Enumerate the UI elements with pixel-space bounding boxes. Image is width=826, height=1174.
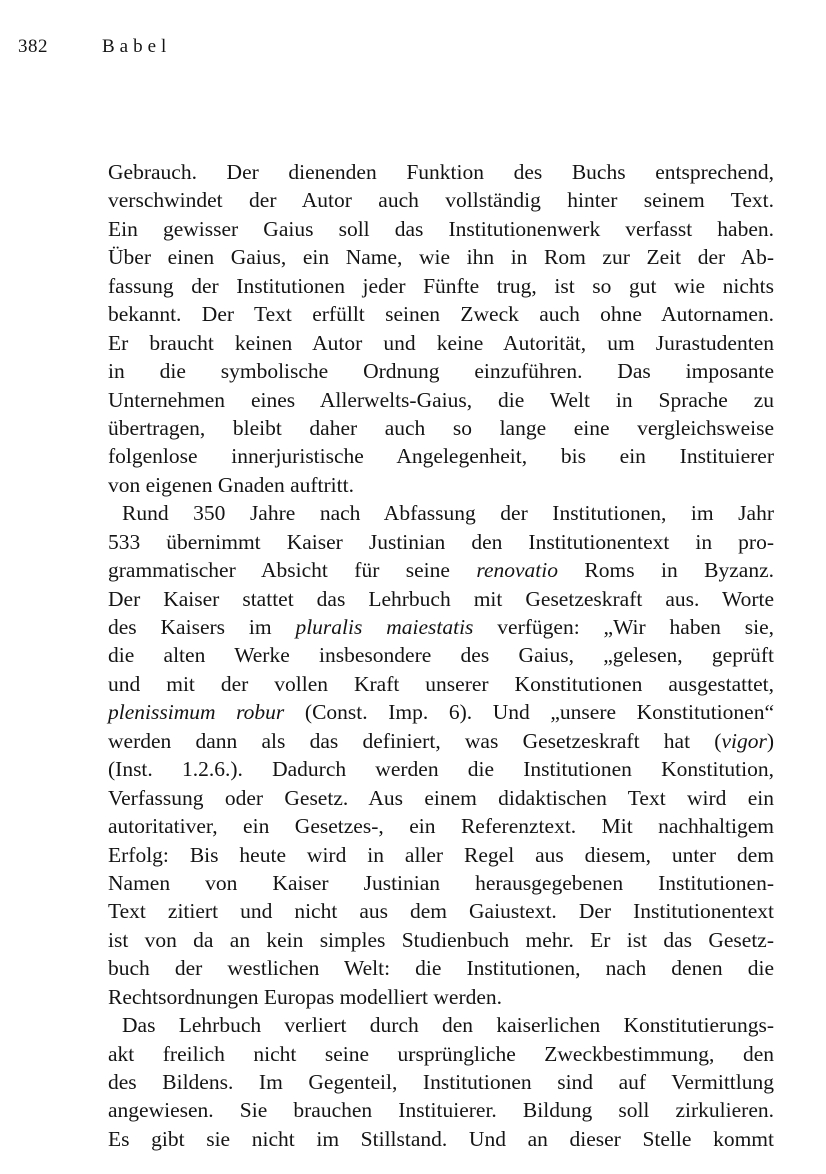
text-segment: akt freilich nicht seine ursprüngliche Zweckbestimmung, den — [108, 1041, 774, 1066]
text-segment: 533 übernimmt Kaiser Justinian den Institutionentext in pro- — [108, 529, 774, 554]
text-line — [108, 926, 774, 954]
text-line — [108, 1040, 774, 1068]
paragraph — [108, 1011, 774, 1153]
text-line — [108, 869, 774, 897]
text-line — [108, 272, 774, 300]
text-line — [108, 556, 774, 584]
text-segment: Es gibt sie nicht im Stillstand. Und an dieser Stelle kommt — [108, 1126, 774, 1151]
text-segment: angewiesen. Sie brauchen Instituierer. Bildung soll zirkulieren. — [108, 1098, 774, 1123]
text-segment: folgenlose innerjuristische Angelegenheit, bis ein Instituierer — [108, 444, 774, 469]
text-line — [108, 243, 774, 271]
page-number: 382 — [18, 36, 48, 57]
text-segment: Rechtsordnungen Europas modelliert werden. — [108, 984, 503, 1009]
text-segment: Namen von Kaiser Justinian herausgegebenen Institutionen- — [108, 870, 774, 895]
text-segment: Gebrauch. Der dienenden Funktion des Buchs entsprechend, — [108, 160, 774, 184]
text-line — [108, 442, 774, 470]
text-line — [108, 386, 774, 414]
text-line — [108, 300, 774, 328]
text-line — [108, 755, 774, 783]
text-segment: (Inst. 1.2.6.). Dadurch werden die Institutionen Konstitution, — [108, 757, 774, 782]
text-segment: Über einen Gaius, ein Name, wie ihn in Rom zur Zeit der Ab- — [108, 245, 774, 270]
paragraph — [108, 499, 774, 1011]
text-line — [108, 357, 774, 385]
text-segment: werden dann als das definiert, was Gesetzeskraft hat ( — [108, 728, 722, 753]
text-segment: Das Lehrbuch verliert durch den kaiserlichen Konstitutierungs- — [122, 1013, 774, 1038]
running-title: Babel — [102, 36, 172, 57]
text-segment: Verfassung oder Gesetz. Aus einem didaktischen Text wird ein — [108, 785, 774, 810]
text-segment: übertragen, bleibt daher auch so lange eine vergleichsweise — [108, 415, 774, 440]
text-segment: und mit der vollen Kraft unserer Konstitutionen ausgestattet, — [108, 671, 774, 696]
text-line — [108, 727, 774, 755]
text-line — [108, 983, 774, 1011]
text-line — [108, 329, 774, 357]
text-segment: Erfolg: Bis heute wird in aller Regel aus diesem, unter dem — [108, 842, 774, 867]
text-segment: Der Kaiser stattet das Lehrbuch mit Gesetzeskraft aus. Worte — [108, 586, 774, 611]
text-segment: die alten Werke insbesondere des Gaius, „gelesen, geprüft — [108, 643, 774, 668]
text-line — [108, 186, 774, 214]
text-line — [108, 1125, 774, 1153]
text-segment: bekannt. Der Text erfüllt seinen Zweck auch ohne Autornamen. — [108, 302, 774, 327]
text-line — [108, 698, 774, 726]
text-line — [108, 812, 774, 840]
text-line — [108, 499, 774, 527]
text-line — [108, 784, 774, 812]
text-segment: (Const. Imp. 6). Und „unsere Konstitutionen“ — [284, 700, 774, 725]
text-segment: verschwindet der Autor auch vollständig hinter seinem Text. — [108, 188, 774, 213]
text-segment: in die symbolische Ordnung einzuführen. Das imposante — [108, 359, 774, 384]
italic-term: vigor — [721, 728, 767, 753]
text-segment: autoritativer, ein Gesetzes-, ein Referenztext. Mit nachhaltigem — [108, 814, 774, 839]
text-line — [108, 1068, 774, 1096]
page-header — [18, 36, 171, 58]
text-line — [108, 954, 774, 982]
text-line — [108, 670, 774, 698]
text-segment: Ein gewisser Gaius soll das Institutionenwerk verfasst haben. — [108, 216, 774, 241]
text-line — [108, 471, 774, 499]
italic-term: pluralis maiestatis — [295, 615, 474, 639]
text-segment: Text zitiert und nicht aus dem Gaiustext. Der Institutionentext — [108, 899, 774, 924]
text-segment: Unternehmen eines Allerwelts-Gaius, die Welt in Sprache zu — [108, 387, 774, 412]
text-segment: des Kaisers im — [108, 615, 296, 639]
text-segment: verfügen: „Wir haben sie, — [473, 615, 774, 639]
text-line — [108, 414, 774, 442]
text-segment: Roms in Byzanz. — [557, 558, 774, 583]
text-segment: des Bildens. Im Gegenteil, Institutionen sind auf Vermittlung — [108, 1070, 774, 1094]
paragraph — [108, 158, 774, 499]
body-text — [108, 158, 774, 1153]
text-segment: ) — [766, 728, 774, 753]
text-line — [108, 585, 774, 613]
text-segment: Er braucht keinen Autor und keine Autorität, um Jurastudenten — [108, 330, 774, 355]
text-segment: ist von da an kein simples Studienbuch mehr. Er ist das Gesetz- — [108, 927, 774, 952]
text-line — [108, 897, 774, 925]
text-segment: fassung der Institutionen jeder Fünfte trug, ist so gut wie nichts — [108, 273, 774, 298]
text-line — [108, 528, 774, 556]
text-line — [108, 158, 774, 186]
text-line — [108, 613, 774, 641]
italic-term: plenissimum robur — [108, 700, 285, 725]
text-line — [108, 841, 774, 869]
text-line — [108, 1011, 774, 1039]
text-segment: von eigenen Gnaden auftritt. — [108, 472, 354, 497]
text-segment: grammatischer Absicht für seine — [108, 558, 477, 583]
text-line — [108, 1096, 774, 1124]
text-line — [108, 215, 774, 243]
text-line — [108, 641, 774, 669]
text-segment: Rund 350 Jahre nach Abfassung der Institutionen, im Jahr — [122, 501, 774, 526]
text-segment: buch der westlichen Welt: die Institutionen, nach denen die — [108, 956, 774, 981]
italic-term: renovatio — [476, 558, 558, 583]
